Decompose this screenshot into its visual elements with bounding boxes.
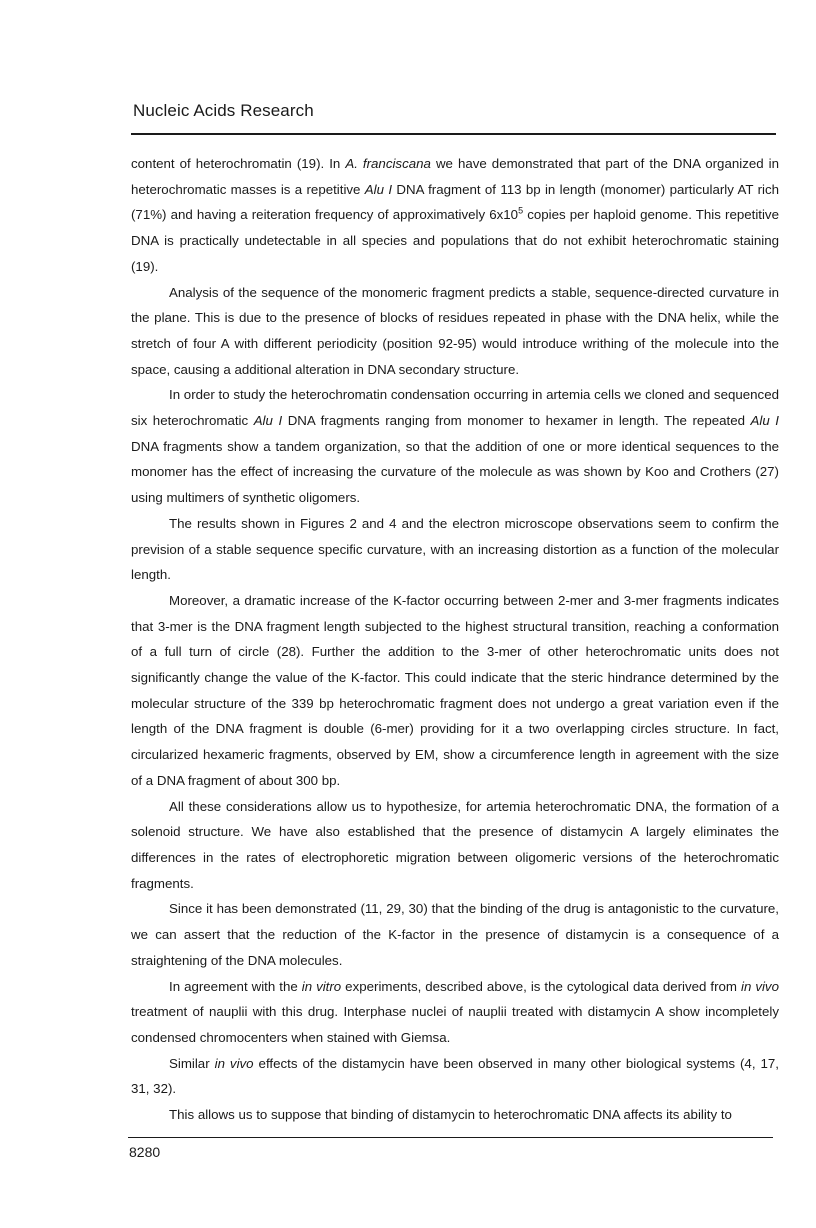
p8-text-a: In agreement with the <box>169 978 302 994</box>
paragraph-2: Analysis of the sequence of the monomeric fragment predicts a stable, sequence-directed curvature in the plane. This is due to the presence of blocks of residues repeated in phase with the DNA helix, while the stretch of four A with different periodicity (position 92-95) would introduce writhing of the molecule into the space, causing a additional alteration in DNA secondary structure. <box>131 284 779 377</box>
p3-text-e: DNA fragments show a tandem organization, so that the addition of one or more identical sequences to the monomer has the effect of increasing the curvature of the molecule as was shown by Koo and Crothers (27) using multimers of synthetic oligomers. <box>131 438 779 506</box>
in-vivo-term: in vivo <box>214 1055 254 1071</box>
journal-title: Nucleic Acids Research <box>133 101 314 120</box>
p9-text-c: effects of the distamycin have been observed in many other biological systems (4, 17, 31, 32). <box>131 1055 779 1097</box>
paragraph-3 <box>131 382 779 511</box>
paragraph-1 <box>131 151 779 280</box>
paragraph-8 <box>131 974 779 1051</box>
p8-text-e: treatment of nauplii with this drug. Interphase nuclei of nauplii treated with distamycin A show incompletely condensed chromocenters when stained with Giemsa. <box>131 1004 779 1045</box>
header-rule <box>131 133 776 135</box>
paragraph-10: This allows us to suppose that binding of distamycin to heterochromatic DNA affects its ability to <box>169 1107 732 1123</box>
paragraph-5: Moreover, a dramatic increase of the K-factor occurring between 2-mer and 3-mer fragments indicates that 3-mer is the DNA fragment length subjected to the highest structural transition, reaching a conformation of a full turn of circle (28). Further the addition to the 3-mer of other heterochromatic units does not significantly change the value of the K-factor. This could indicate that the steric hindrance determined by the molecular structure of the 339 bp heterochromatic fragment does not undergo a great variation even if the length of the DNA fragment is double (6-mer) providing for it a two overlapping circles structure. In fact, circularized hexameric fragments, observed by EM, show a circumference length in agreement with the size of a DNA fragment of about 300 bp. <box>131 592 779 788</box>
paragraph-6: All these considerations allow us to hypothesize, for artemia heterochromatic DNA, the formation of a solenoid structure. We have also established that the presence of distamycin A largely eliminates the differences in the rates of electrophoretic migration between oligomeric versions of the heterochromatic fragments. <box>131 798 779 891</box>
paragraph-9 <box>131 1051 779 1102</box>
p1-text-e: DNA fragment of 113 bp in length (monomer) particularly AT rich (71%) and having a reiteration frequency of approximatively 6x10 <box>131 181 780 223</box>
p1-text-c: we have demonstrated that part of the DNA organized in heterochromatic masses is a repetitive <box>131 156 780 197</box>
page-number: 8280 <box>129 1144 161 1160</box>
species-name: A. franciscana <box>345 156 431 171</box>
p1-text-g: copies per haploid genome. This repetitive DNA is practically undetectable in all species and populations that do not exhibit heterochromatic staining (19). <box>131 207 779 274</box>
p9-text-a: Similar <box>169 1055 215 1071</box>
enzyme-name: Alu I <box>364 181 393 197</box>
p8-text-c: experiments, described above, is the cytological data derived from <box>341 978 741 994</box>
enzyme-name: Alu I <box>253 413 283 429</box>
enzyme-name: Alu I <box>750 413 780 429</box>
in-vivo-term: in vivo <box>741 978 779 994</box>
p3-text-a: In order to study the heterochromatin condensation occurring in artemia cells we cloned and sequenced six heterochromatic <box>131 387 779 429</box>
paragraph-4: The results shown in Figures 2 and 4 and the electron microscope observations seem to confirm the prevision of a stable sequence specific curvature, with an increasing distortion as a function of the molecular length. <box>131 515 779 583</box>
p1-text-a: content of heterochromatin (19). In <box>131 156 346 171</box>
in-vitro-term: in vitro <box>301 978 342 994</box>
body-text <box>131 151 779 1128</box>
paragraph-7: Since it has been demonstrated (11, 29, 30) that the binding of the drug is antagonistic to the curvature, we can assert that the reduction of the K-factor in the presence of distamycin is a consequence of a straightening of the DNA molecules. <box>131 901 779 968</box>
exponent: 5 <box>518 205 524 216</box>
footer-rule <box>128 1137 773 1138</box>
p3-text-c: DNA fragments ranging from monomer to hexamer in length. The repeated <box>282 413 751 429</box>
